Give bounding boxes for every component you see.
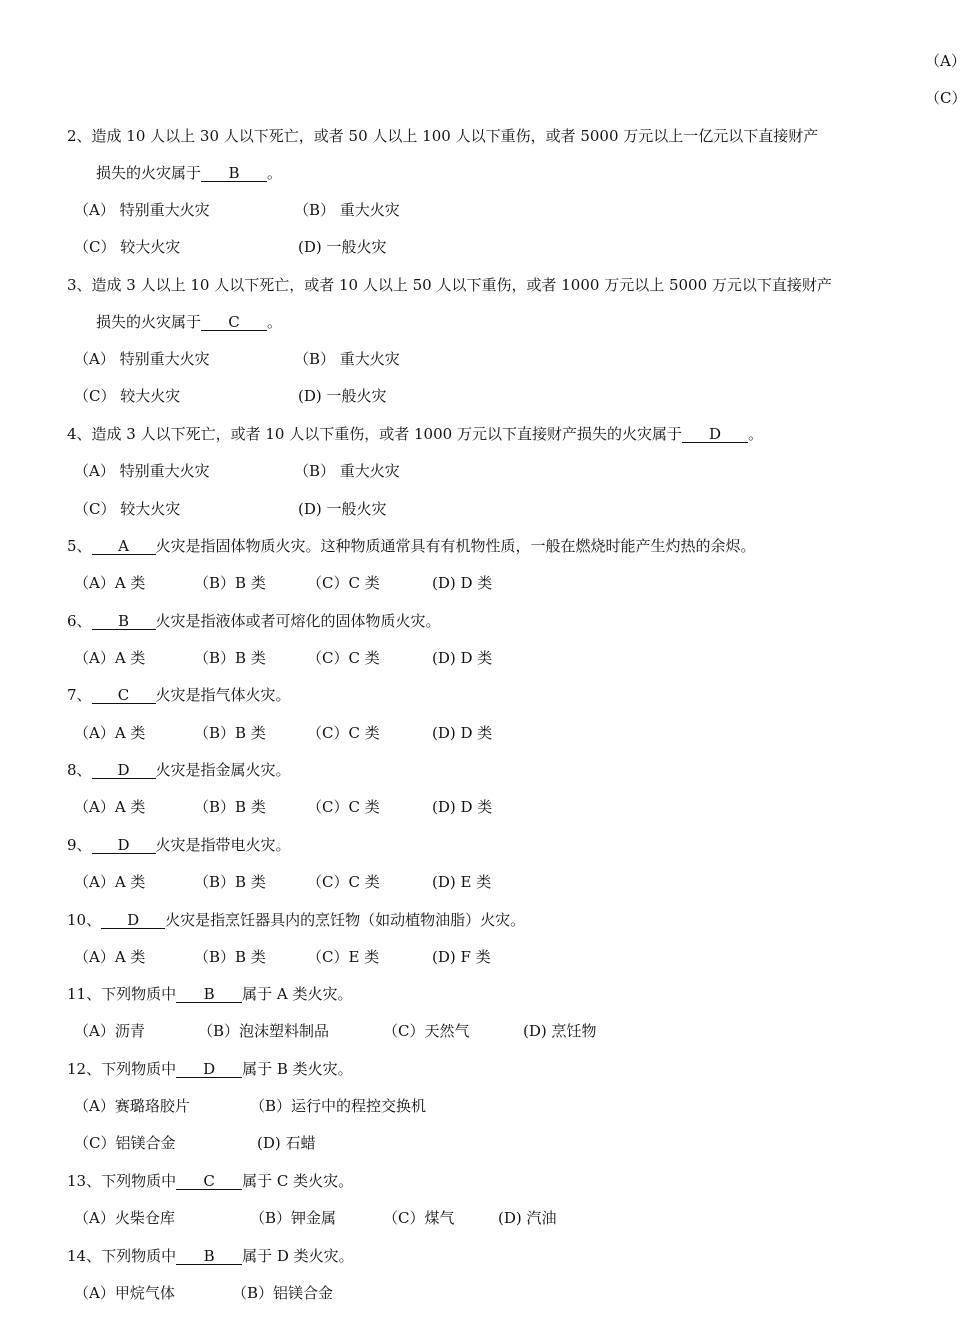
- q8-option-d: (D) D 类: [432, 798, 493, 816]
- answer-blank: D: [92, 836, 156, 854]
- q9-option-c: （C）C 类: [307, 873, 380, 891]
- q3-option-c: （C） 较大火灾: [74, 387, 181, 405]
- q8-option-c: （C）C 类: [307, 798, 380, 816]
- q6-option-b: （B）B 类: [194, 649, 266, 667]
- answer-blank: D: [682, 425, 748, 443]
- q11-option-c: （C）天然气: [383, 1022, 470, 1040]
- q13-option-c: （C）煤气: [383, 1209, 455, 1227]
- q14-option-b: （B）铝镁合金: [232, 1284, 334, 1302]
- q14-option-a: （A）甲烷气体: [74, 1284, 175, 1302]
- question-10-text: 10、 D 火灾是指烹饪器具内的烹饪物（如动植物油脂）火灾。: [67, 911, 526, 929]
- q9-option-b: （B）B 类: [194, 873, 266, 891]
- q4-option-b: （B） 重大火灾: [294, 462, 400, 480]
- q5-option-c: （C）C 类: [307, 574, 380, 592]
- question-12-text: 12、下列物质中 D 属于 B 类火灾。: [67, 1060, 353, 1078]
- question-11-text: 11、下列物质中 B 属于 A 类火灾。: [67, 985, 353, 1003]
- q9-option-d: (D) E 类: [432, 873, 492, 891]
- q11-option-a: （A）沥青: [74, 1022, 145, 1040]
- q7-option-c: （C）C 类: [307, 724, 380, 742]
- q11-option-b: （B）泡沫塑料制品: [198, 1022, 330, 1040]
- q8-option-b: （B）B 类: [194, 798, 266, 816]
- q5-option-b: （B）B 类: [194, 574, 266, 592]
- q12-option-d: (D) 石蜡: [257, 1134, 316, 1152]
- q7-option-a: （A）A 类: [74, 724, 146, 742]
- corner-option-c: （C）: [925, 89, 966, 107]
- answer-blank: C: [92, 686, 156, 704]
- q10-option-d: (D) F 类: [432, 948, 491, 966]
- question-14-text: 14、下列物质中 B 属于 D 类火灾。: [67, 1247, 354, 1265]
- question-7-text: 7、 C 火灾是指气体火灾。: [67, 686, 291, 704]
- answer-blank: B: [92, 612, 156, 630]
- q10-option-c: （C）E 类: [307, 948, 380, 966]
- answer-blank: D: [101, 911, 165, 929]
- answer-blank: B: [176, 1247, 242, 1265]
- q3-option-a: （A） 特别重大火灾: [74, 350, 210, 368]
- answer-blank: B: [176, 985, 242, 1003]
- q4-option-c: （C） 较大火灾: [74, 500, 181, 518]
- q4-option-d: (D) 一般火灾: [298, 500, 387, 518]
- q13-option-a: （A）火柴仓库: [74, 1209, 175, 1227]
- answer-blank: D: [176, 1060, 242, 1078]
- q5-option-d: (D) D 类: [432, 574, 493, 592]
- q8-option-a: （A）A 类: [74, 798, 146, 816]
- answer-blank: B: [201, 164, 267, 182]
- q10-option-b: （B）B 类: [194, 948, 266, 966]
- corner-option-a: （A）: [925, 52, 966, 70]
- q12-option-b: （B）运行中的程控交换机: [250, 1097, 427, 1115]
- answer-blank: C: [176, 1172, 242, 1190]
- answer-blank: A: [92, 537, 156, 555]
- q11-option-d: (D) 烹饪物: [523, 1022, 597, 1040]
- q2-option-b: （B） 重大火灾: [294, 201, 400, 219]
- question-5-text: 5、 A 火灾是指固体物质火灾。这种物质通常具有有机物性质，一般在燃烧时能产生灼热的余烬。: [67, 537, 756, 555]
- q5-option-a: （A）A 类: [74, 574, 146, 592]
- q7-option-d: (D) D 类: [432, 724, 493, 742]
- question-6-text: 6、 B 火灾是指液体或者可熔化的固体物质火灾。: [67, 612, 441, 630]
- question-2-text: 2、造成 10 人以上 30 人以下死亡，或者 50 人以上 100 人以下重伤，或者 5000 万元以上一亿元以下直接财产: [67, 127, 819, 145]
- answer-blank: C: [201, 313, 267, 331]
- question-13-text: 13、下列物质中 C 属于 C 类火灾。: [67, 1172, 354, 1190]
- q4-option-a: （A） 特别重大火灾: [74, 462, 210, 480]
- question-9-text: 9、 D 火灾是指带电火灾。: [67, 836, 291, 854]
- q6-option-a: （A）A 类: [74, 649, 146, 667]
- q3-option-d: (D) 一般火灾: [298, 387, 387, 405]
- q6-option-c: （C）C 类: [307, 649, 380, 667]
- question-8-text: 8、 D 火灾是指金属火灾。: [67, 761, 291, 779]
- q12-option-c: （C）铝镁合金: [74, 1134, 176, 1152]
- q13-option-b: （B）钾金属: [250, 1209, 337, 1227]
- question-2-text-cont: 损失的火灾属于 B 。: [96, 164, 283, 182]
- q10-option-a: （A）A 类: [74, 948, 146, 966]
- q9-option-a: （A）A 类: [74, 873, 146, 891]
- q2-option-d: (D) 一般火灾: [298, 238, 387, 256]
- q13-option-d: (D) 汽油: [498, 1209, 557, 1227]
- q3-option-b: （B） 重大火灾: [294, 350, 400, 368]
- question-3-text: 3、造成 3 人以上 10 人以下死亡，或者 10 人以上 50 人以下重伤，或者 1000 万元以上 5000 万元以下直接财产: [67, 276, 832, 294]
- q7-option-b: （B）B 类: [194, 724, 266, 742]
- q2-option-c: （C） 较大火灾: [74, 238, 181, 256]
- question-4-text: 4、造成 3 人以下死亡，或者 10 人以下重伤，或者 1000 万元以下直接财产损失的火灾属于 D 。: [67, 425, 763, 443]
- question-3-text-cont: 损失的火灾属于 C 。: [96, 313, 283, 331]
- answer-blank: D: [92, 761, 156, 779]
- q12-option-a: （A）赛璐珞胶片: [74, 1097, 190, 1115]
- q2-option-a: （A） 特别重大火灾: [74, 201, 210, 219]
- q6-option-d: (D) D 类: [432, 649, 493, 667]
